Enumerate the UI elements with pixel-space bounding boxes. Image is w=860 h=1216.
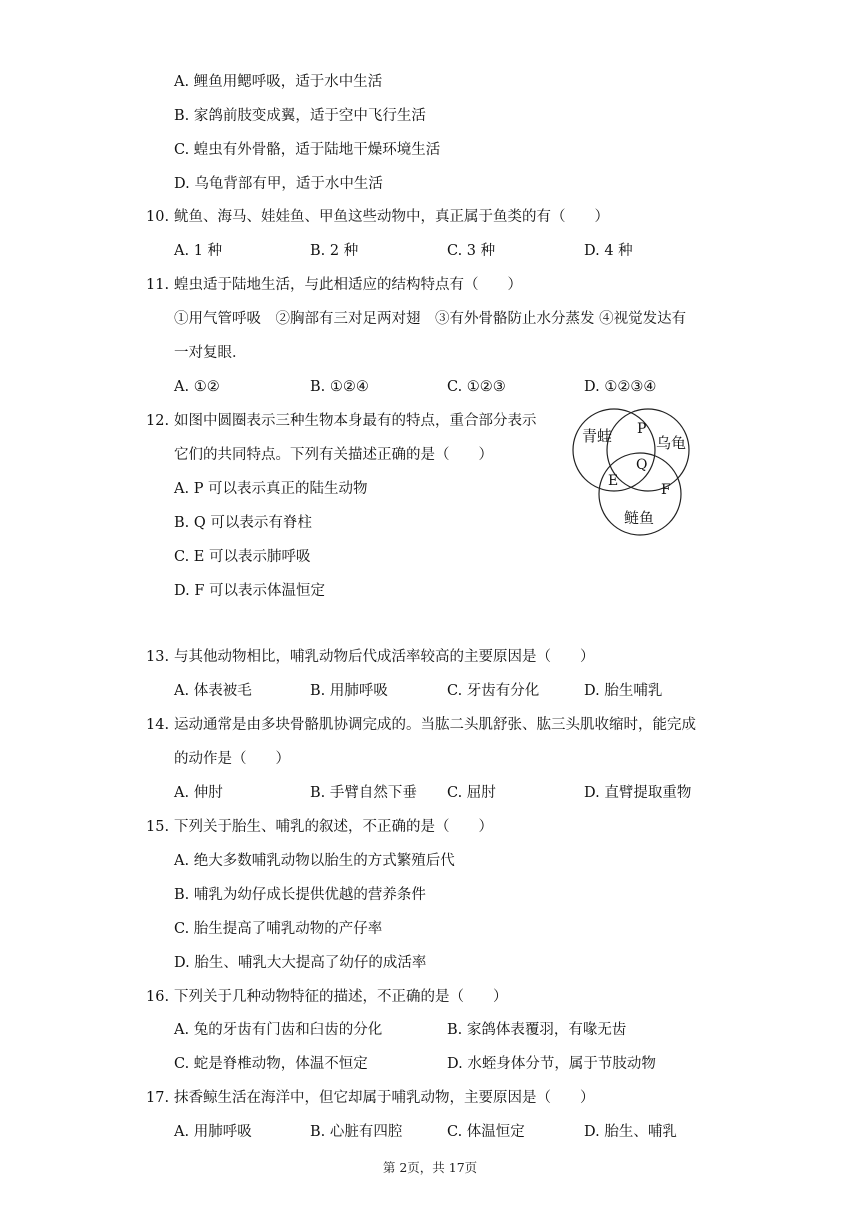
page-footer: 第 2页，共 17页 [382, 1160, 478, 1175]
q17-option-b: B. 心脏有四腔 [310, 1124, 403, 1140]
q10-option-c: C. 3 种 [447, 243, 496, 259]
q13-option-d: D. 胎生哺乳 [584, 683, 663, 699]
q14-option-d: D. 直臂提取重物 [584, 785, 692, 801]
label-turtle: 乌龟 [656, 434, 687, 452]
q14-option-a: A. 伸肘 [174, 785, 223, 801]
q16-number: 16. [146, 989, 170, 1005]
q13-option-c: C. 牙齿有分化 [447, 683, 540, 699]
q14-stem-line2: 的动作是（ ） [174, 751, 290, 767]
q13-option-a: A. 体表被毛 [174, 683, 252, 699]
label-frog: 青蛙 [582, 427, 613, 445]
q15-option-a: A. 绝大多数哺乳动物以胎生的方式繁殖后代 [174, 853, 455, 869]
q9-option-d: D. 乌龟背部有甲，适于水中生活 [174, 176, 383, 192]
q16-option-a: A. 兔的牙齿有门齿和臼齿的分化 [174, 1022, 383, 1038]
q10-option-a: A. 1 种 [174, 243, 223, 259]
region-q: Q [636, 457, 648, 473]
q12-stem: 如图中圆圈表示三种生物本身最有的特点，重合部分表示 [174, 413, 537, 429]
q14-option-c: C. 屈肘 [447, 785, 496, 801]
q10-stem: 鱿鱼、海马、娃娃鱼、甲鱼这些动物中，真正属于鱼类的有（ ） [174, 209, 609, 225]
q11-option-c: C. ①②③ [447, 379, 506, 395]
q12-option-d: D. F 可以表示体温恒定 [174, 583, 325, 599]
q11-number: 11. [146, 277, 170, 293]
q14-stem: 运动通常是由多块骨骼肌协调完成的。当肱二头肌舒张、肱三头肌收缩时，能完成 [174, 717, 696, 733]
q16-option-c: C. 蛇是脊椎动物，体温不恒定 [174, 1056, 368, 1072]
q17-number: 17. [146, 1090, 170, 1106]
q11-stem-line3: 一对复眼． [174, 345, 247, 361]
q12-option-a: A. P 可以表示真正的陆生动物 [174, 481, 368, 497]
q16-option-b: B. 家鸽体表覆羽，有喙无齿 [447, 1022, 627, 1038]
q11-stem-line2: ①用气管呼吸 ②胸部有三对足两对翅 ③有外骨骼防止水分蒸发 ④视觉发达有 [174, 311, 687, 327]
region-e: E [608, 473, 619, 489]
q12-option-b: B. Q 可以表示有脊柱 [174, 515, 312, 531]
q12-stem-line2: 它们的共同特点。下列有关描述正确的是（ ） [174, 447, 493, 463]
q15-option-d: D. 胎生、哺乳大大提高了幼仔的成活率 [174, 955, 427, 971]
q16-stem: 下列关于几种动物特征的描述，不正确的是（ ） [174, 989, 508, 1005]
region-f: F [661, 482, 671, 498]
q17-option-c: C. 体温恒定 [447, 1124, 525, 1140]
q17-stem: 抹香鲸生活在海洋中，但它却属于哺乳动物，主要原因是（ ） [174, 1090, 595, 1106]
q13-stem: 与其他动物相比，哺乳动物后代成活率较高的主要原因是（ ） [174, 649, 595, 665]
q13-option-b: B. 用肺呼吸 [310, 683, 388, 699]
q12-number: 12. [146, 413, 170, 429]
label-silver-carp: 鲢鱼 [624, 509, 655, 527]
q9-option-b: B. 家鸽前肢变成翼，适于空中飞行生活 [174, 108, 426, 124]
venn-diagram [568, 406, 692, 538]
q11-stem: 蝗虫适于陆地生活，与此相适应的结构特点有（ ） [174, 277, 522, 293]
q15-stem: 下列关于胎生、哺乳的叙述，不正确的是（ ） [174, 819, 493, 835]
q11-option-d: D. ①②③④ [584, 379, 657, 395]
q17-option-d: D. 胎生、哺乳 [584, 1124, 677, 1140]
q10-option-b: B. 2 种 [310, 243, 359, 259]
q11-option-b: B. ①②④ [310, 379, 369, 395]
q11-option-a: A. ①② [174, 379, 220, 395]
q17-option-a: A. 用肺呼吸 [174, 1124, 252, 1140]
q14-number: 14. [146, 717, 170, 733]
q14-option-b: B. 手臂自然下垂 [310, 785, 417, 801]
q12-option-c: C. E 可以表示肺呼吸 [174, 549, 311, 565]
q15-option-c: C. 胎生提高了哺乳动物的产仔率 [174, 921, 383, 937]
q10-number: 10. [146, 209, 170, 225]
region-p: P [637, 421, 647, 437]
q16-option-d: D. 水蛭身体分节，属于节肢动物 [447, 1056, 656, 1072]
q15-option-b: B. 哺乳为幼仔成长提供优越的营养条件 [174, 887, 426, 903]
q9-option-a: A. 鲤鱼用鳃呼吸，适于水中生活 [174, 74, 383, 90]
q10-option-d: D. 4 种 [584, 243, 633, 259]
q13-number: 13. [146, 649, 170, 665]
q9-option-c: C. 蝗虫有外骨骼，适于陆地干燥环境生活 [174, 142, 441, 158]
q15-number: 15. [146, 819, 170, 835]
